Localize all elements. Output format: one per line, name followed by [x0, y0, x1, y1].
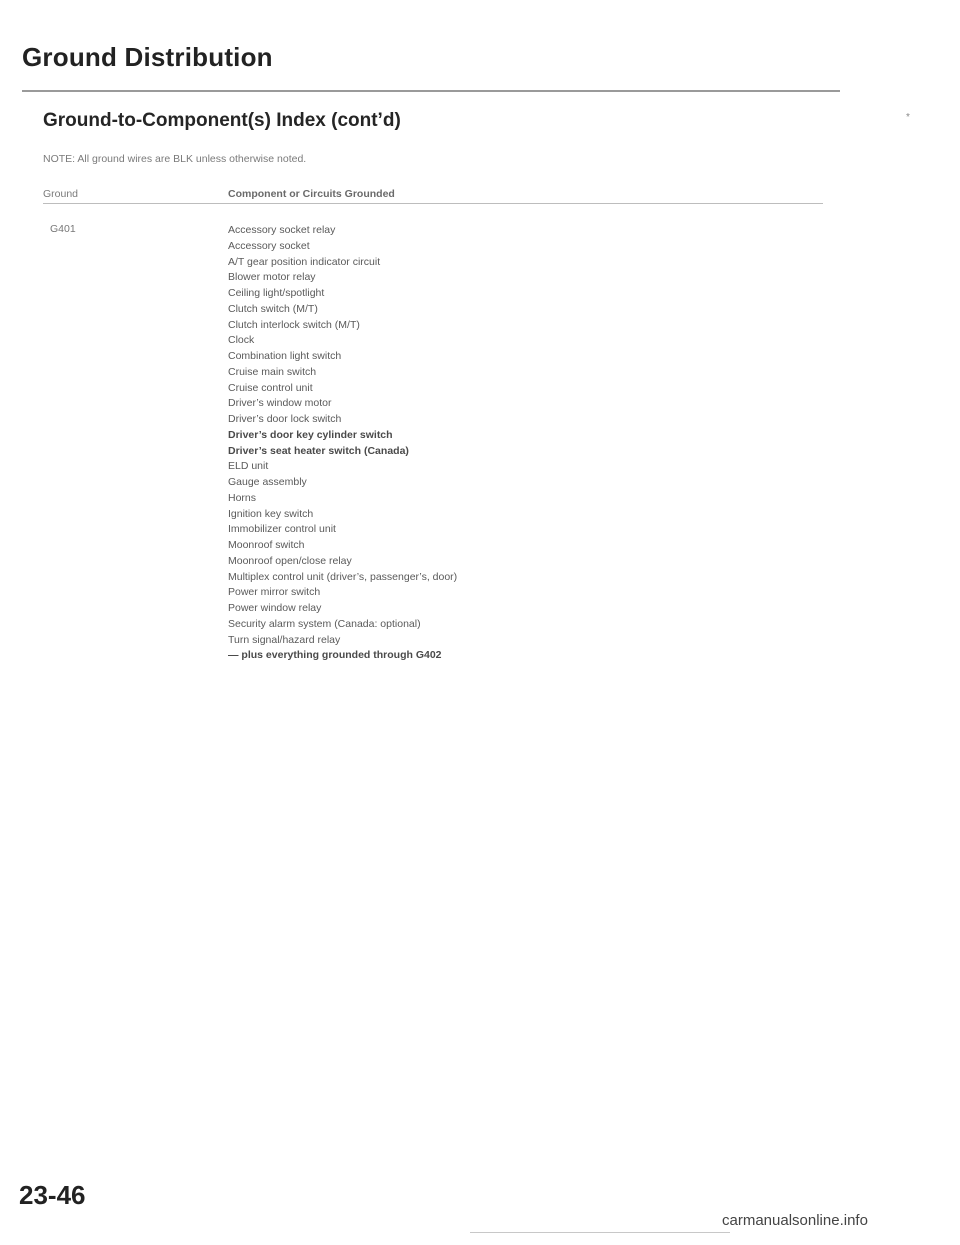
list-item: Ceiling light/spotlight — [228, 287, 325, 299]
list-item: Driver’s window motor — [228, 397, 332, 410]
list-item: Security alarm system (Canada: optional) — [228, 617, 421, 630]
footer-divider — [470, 1232, 730, 1233]
list-item: Combination light switch — [228, 350, 342, 362]
list-item: — plus everything grounded through G402 — [228, 649, 442, 662]
list-item: Ignition key switch — [228, 507, 314, 520]
watermark-text: carmanualsonline.info — [722, 1212, 868, 1229]
list-item: Horns — [228, 491, 257, 504]
list-item: Driver’s seat heater switch (Canada) — [228, 444, 409, 457]
column-header-component: Component or Circuits Grounded — [228, 188, 395, 200]
list-item: Moonroof switch — [228, 539, 305, 551]
list-item: Clock — [228, 334, 255, 347]
column-header-ground: Ground — [43, 188, 79, 200]
list-item: Accessory socket relay — [228, 224, 336, 236]
list-item: Immobilizer control unit — [228, 523, 336, 536]
list-item: Clutch switch (M/T) — [228, 302, 318, 315]
ground-id: G401 — [50, 223, 76, 235]
list-item: Cruise control unit — [228, 381, 313, 394]
list-item: Gauge assembly — [228, 476, 307, 488]
list-item: Clutch interlock switch (M/T) — [228, 318, 360, 331]
side-mark: * — [906, 112, 910, 123]
note-text: NOTE: All ground wires are BLK unless otherwise noted. — [43, 153, 307, 165]
title-divider — [22, 90, 840, 92]
page-title: Ground Distribution — [22, 42, 273, 72]
table-header-divider — [43, 203, 823, 204]
list-item: Cruise main switch — [228, 365, 317, 378]
list-item: A/T gear position indicator circuit — [228, 255, 381, 268]
page-number: 23-46 — [19, 1180, 86, 1210]
list-item: Turn signal/hazard relay — [228, 633, 341, 646]
list-item: Power window relay — [228, 602, 322, 614]
list-item: Blower motor relay — [228, 271, 316, 284]
list-item: Moonroof open/close relay — [228, 554, 352, 567]
component-list — [228, 223, 457, 664]
list-item: Driver’s door lock switch — [228, 413, 342, 425]
list-item: ELD unit — [228, 460, 269, 473]
list-item: Multiplex control unit (driver’s, passenger’s, door) — [228, 570, 458, 583]
list-item: Power mirror switch — [228, 586, 321, 599]
section-heading: Ground-to-Component(s) Index (cont’d) — [43, 110, 401, 131]
list-item: Accessory socket — [228, 239, 310, 252]
list-item: Driver’s door key cylinder switch — [228, 428, 393, 441]
